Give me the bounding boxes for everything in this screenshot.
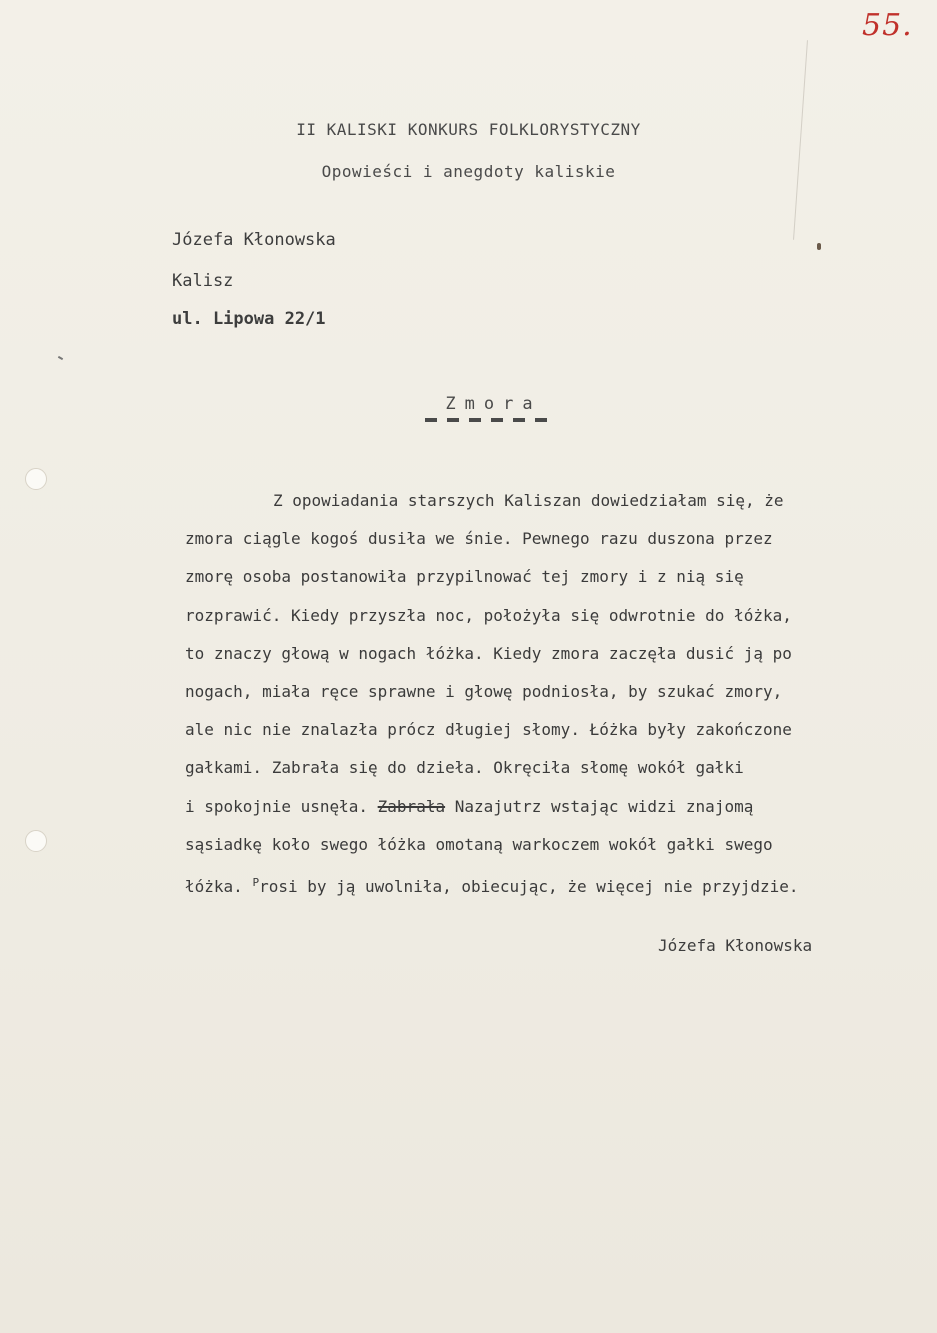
story-text: Nazajutrz wstając widzi znajomą xyxy=(445,796,754,816)
story-line: ale nic nie znalazła prócz długiej słomy. Łóżka były zakończone xyxy=(185,720,792,740)
story-line: zmorę osoba postanowiła przypilnować tej zmory i z nią się xyxy=(185,567,744,587)
story-line xyxy=(185,864,925,902)
page-number: 55. xyxy=(862,8,913,43)
paper-crease xyxy=(793,40,808,240)
margin-tick xyxy=(58,356,63,360)
author-city: Kalisz xyxy=(172,271,234,291)
ink-speck xyxy=(817,243,821,250)
struck-text: Zabrała xyxy=(377,796,446,816)
story-line xyxy=(185,788,925,826)
punch-hole-top xyxy=(25,468,47,490)
contest-subtitle: Opowieści i anegdoty kaliskie xyxy=(321,162,616,181)
story-text: rosi by ją uwolniła, obiecując, że więcej nie przyjdzie. xyxy=(259,876,799,896)
story-text: łóżka. xyxy=(185,876,253,896)
story-text: i spokojnie usnęła. xyxy=(185,796,378,816)
story-line: rozprawić. Kiedy przyszła noc, położyła się odwrotnie do łóżka, xyxy=(185,605,792,625)
story-title: Zmora xyxy=(445,394,542,414)
inserted-letter: P xyxy=(252,875,260,889)
punch-hole-bottom xyxy=(25,830,47,852)
story-line: sąsiadkę koło swego łóżka omotaną warkoczem wokół gałki swego xyxy=(185,834,773,854)
story-line: zmora ciągle kogoś dusiła we śnie. Pewnego razu duszona przez xyxy=(185,529,773,549)
story-line: to znaczy głową w nogach łóżka. Kiedy zmora zaczęła dusić ją po xyxy=(185,643,792,663)
author-street: ul. Lipowa 22/1 xyxy=(172,309,326,329)
title-underline xyxy=(425,418,555,422)
story-line: gałkami. Zabrała się do dzieła. Okręciła słomę wokół gałki xyxy=(185,758,744,778)
signature: Józefa Kłonowska xyxy=(658,936,813,955)
story-line: Z opowiadania starszych Kaliszan dowiedziałam się, że xyxy=(273,491,784,510)
author-name: Józefa Kłonowska xyxy=(172,230,336,250)
story-line: nogach, miała ręce sprawne i głowę podniosła, by szukać zmory, xyxy=(185,681,783,701)
story-body xyxy=(185,482,925,902)
contest-heading: II KALISKI KONKURS FOLKLORYSTYCZNY xyxy=(296,120,641,139)
